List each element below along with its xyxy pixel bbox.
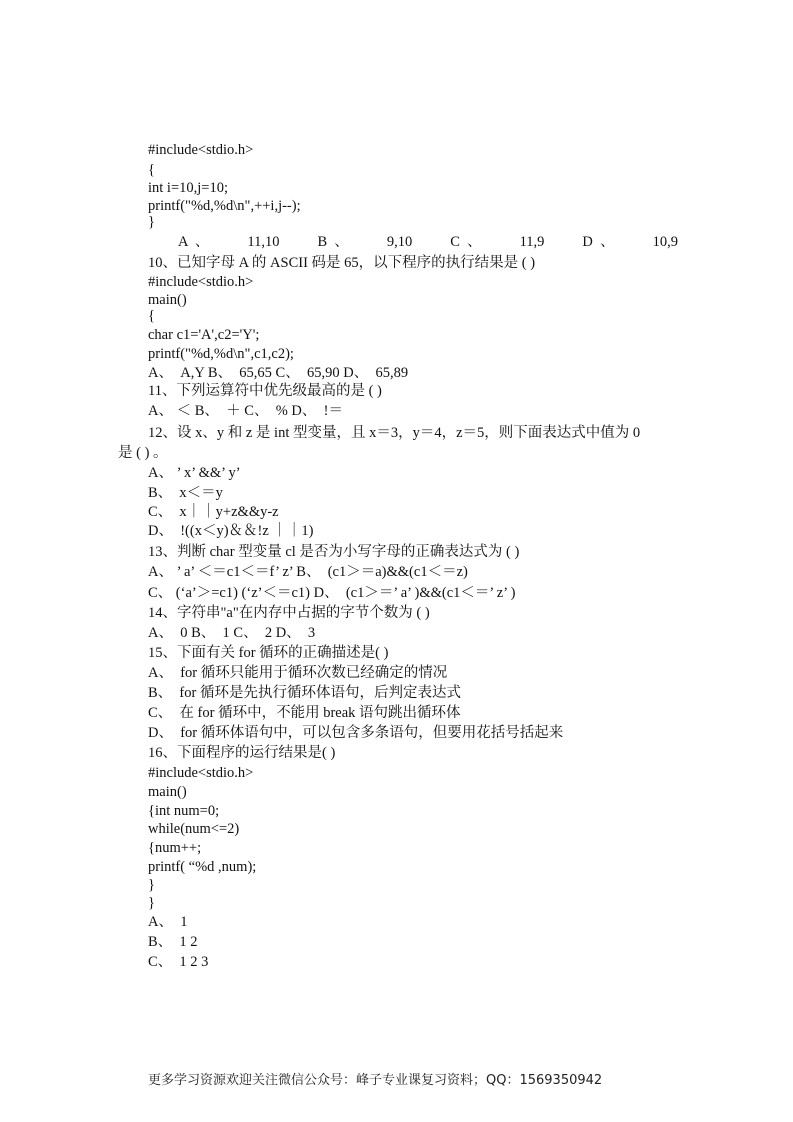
code-line: { xyxy=(148,162,155,178)
code-line: } xyxy=(148,877,155,893)
answer-options: A、 0 B、 1 C、 2 D、 3 xyxy=(148,625,316,641)
answer-option: B、 x＜＝y xyxy=(148,485,223,501)
code-line: { xyxy=(148,308,155,324)
code-line: printf( “%d ,num); xyxy=(148,859,257,875)
answer-options: A、 ’ a’ ＜＝c1＜＝f’ z’ B、 (c1＞＝a)&&(c1＜＝z) xyxy=(148,564,468,580)
code-line: main() xyxy=(148,784,187,800)
question-text: 13、判断 char 型变量 cl 是否为小写字母的正确表达式为 ( ) xyxy=(148,544,520,560)
option-label: A 、 xyxy=(178,234,210,250)
code-line: char c1='A',c2='Y'; xyxy=(148,327,260,343)
answer-options: C、 (‘a’＞=c1) (‘z’＜＝c1) D、 (c1＞＝’ a’ )&&(c1＜＝’ z’ ) xyxy=(148,585,516,601)
answer-option: B、 1 2 xyxy=(148,934,198,950)
answer-options: A、 A,Y B、 65,65 C、 65,90 D、 65,89 xyxy=(148,365,409,381)
code-line: #include<stdio.h> xyxy=(148,274,254,290)
option-value: 11,9 xyxy=(519,234,545,250)
code-line: } xyxy=(148,214,155,230)
question-text: 16、下面程序的运行结果是( ) xyxy=(148,745,336,761)
question-text: 14、字符串"a"在内存中占据的字节个数为 ( ) xyxy=(148,605,430,621)
option-label: C 、 xyxy=(450,234,482,250)
code-line: #include<stdio.h> xyxy=(148,765,254,781)
code-line: printf("%d,%d\n",c1,c2); xyxy=(148,346,294,362)
answer-option: C、 x｜｜y+z&&y-z xyxy=(148,504,279,520)
code-line: while(num<=2) xyxy=(148,821,240,837)
answer-option: A、 1 xyxy=(148,914,188,930)
answer-option: C、 1 2 3 xyxy=(148,954,209,970)
question-9-options xyxy=(148,232,678,252)
answer-option: D、 for 循环体语句中，可以包含多条语句，但要用花括号括起来 xyxy=(148,725,564,741)
question-text: 15、下面有关 for 循环的正确描述是( ) xyxy=(148,645,389,661)
question-text: 11、下列运算符中优先级最高的是 ( ) xyxy=(148,383,382,399)
answer-options: A、 ＜ B、 ＋ C、 % D、 !＝ xyxy=(148,403,343,419)
option-value: 11,10 xyxy=(247,234,280,250)
answer-option: A、 for 循环只能用于循环次数已经确定的情况 xyxy=(148,665,448,681)
question-text-continued: 是 ( ) 。 xyxy=(118,445,168,461)
code-line: printf("%d,%d\n",++i,j--); xyxy=(148,198,301,214)
code-line: main() xyxy=(148,292,187,308)
question-text: 10、已知字母 A 的 ASCII 码是 65，以下程序的执行结果是 ( ) xyxy=(148,255,536,271)
code-line: #include<stdio.h> xyxy=(148,142,254,158)
option-label: B 、 xyxy=(317,234,349,250)
answer-option: C、 在 for 循环中，不能用 break 语句跳出循环体 xyxy=(148,705,461,721)
question-text: 12、设 x、y 和 z 是 int 型变量，且 x＝3，y＝4，z＝5，则下面表达式中值为 0 xyxy=(148,425,641,441)
answer-option: A、 ’ x’ &&’ y’ xyxy=(148,465,241,481)
page-footer: 更多学习资源欢迎关注微信公众号：峰子专业课复习资料；QQ：1569350942 xyxy=(148,1073,603,1088)
answer-option: D、 !((x＜y)＆＆!z ｜｜1) xyxy=(148,523,314,539)
option-value: 10,9 xyxy=(652,234,678,250)
answer-option: B、 for 循环是先执行循环体语句，后判定表达式 xyxy=(148,685,461,701)
code-line: {int num=0; xyxy=(148,803,220,819)
code-line: int i=10,j=10; xyxy=(148,180,228,196)
code-line: } xyxy=(148,895,155,911)
option-value: 9,10 xyxy=(386,234,413,250)
code-line: {num++; xyxy=(148,840,202,856)
option-label: D 、 xyxy=(582,234,615,250)
